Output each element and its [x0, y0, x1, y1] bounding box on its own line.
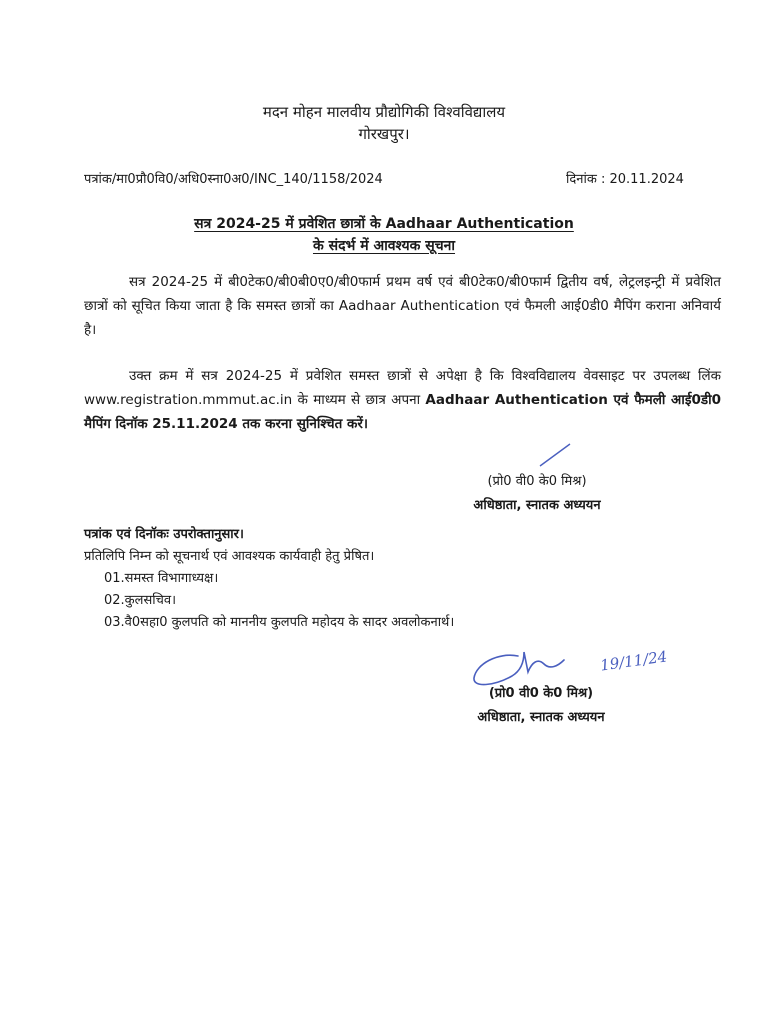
reference-number: पत्रांक/मा0प्रौ0वि0/अधि0स्ना0अ0/INC_140/1158/2024 [84, 172, 383, 187]
signature-block-1 [437, 470, 637, 518]
signature-block-2 [441, 682, 641, 730]
reference-date: दिनांक : 20.11.2024 [566, 172, 684, 187]
signatory-designation-2: अधिष्ठाता, स्नातक अध्ययन [477, 710, 605, 725]
body-paragraph-2-bold: Aadhaar Authentication एवं फैमली आई0डी0 मैपिंग दिनॉक 25.11.2024 तक करना सुनिश्चित करें। [84, 392, 721, 432]
handwritten-date: 19/11/24 [599, 647, 669, 675]
university-name: मदन मोहन मालवीय प्रौद्योगिकी विश्वविद्यालय [262, 103, 506, 121]
list-item: 01.समस्त विभागाध्यक्ष। [104, 571, 219, 586]
body-paragraph-1: सत्र 2024-25 में बी0टेक0/बी0बी0ए0/बी0फार्म प्रथम वर्ष एवं बी0टेक0/बी0फार्म द्वितीय वर्ष, लेट्रलइन्ट्री में प्रवेशित छात्रों को सूचित किया जाता है कि समस्त छात्रों का Aadhaar Authentication एवं फैमली आई0डी0 मैपिंग कराना अनिवार्य है। [84, 274, 721, 338]
signature-mark-1 [536, 440, 576, 470]
body-paragraph-2-text: उक्त क्रम में सत्र 2024-25 में प्रवेशित समस्त छात्रों से अपेक्षा है कि विश्वविद्यालय वेवसाइट पर उपलब्ध लिंक www.registration.mmmut.ac.in के माध्यम से छात्र अपना [84, 368, 721, 408]
copy-reference-line: पत्रांक एवं दिनॉकः उपरोक्तानुसार। [84, 527, 244, 542]
body-paragraph-2 [84, 364, 721, 436]
list-item: 02.कुलसचिव। [104, 593, 177, 608]
list-item: 03.वै0सहा0 कुलपति को माननीय कुलपति महोदय के सादर अवलोकनार्थ। [104, 615, 455, 630]
copy-recipient-list [104, 568, 454, 634]
signatory-name-2: (प्रो0 वी0 के0 मिश्र) [488, 686, 594, 701]
subject-line-2: के संदर्भ में आवश्यक सूचना [312, 238, 456, 254]
university-city: गोरखपुर। [358, 125, 410, 143]
copy-intro: प्रतिलिपि निम्न को सूचनार्थ एवं आवश्यक कार्यवाही हेतु प्रेषित। [84, 549, 375, 564]
signatory-name-1: (प्रो0 वी0 के0 मिश्र) [487, 474, 587, 489]
signatory-designation-1: अधिष्ठाता, स्नातक अध्ययन [473, 498, 601, 513]
subject-line-1: सत्र 2024-25 में प्रवेशित छात्रों के Aadhaar Authentication [194, 216, 574, 232]
